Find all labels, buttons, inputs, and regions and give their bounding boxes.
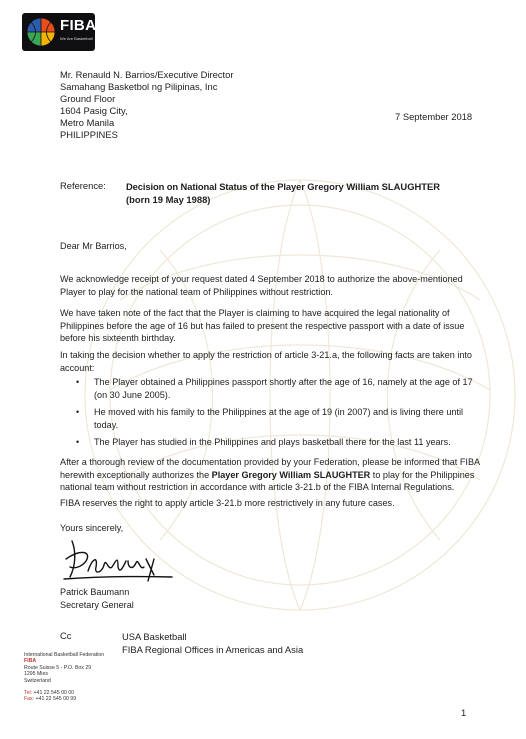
list-item — [76, 436, 480, 449]
address-line: Mr. Renauld N. Barrios/Executive Director — [60, 69, 234, 80]
reference-subject — [126, 180, 440, 206]
cc-item: USA Basketball — [122, 631, 187, 642]
address-line: Samahang Basketbol ng Pilipinas, Inc — [60, 81, 218, 92]
address-line: 1604 Pasig City, — [60, 105, 128, 116]
list-item — [76, 376, 480, 401]
paragraph-1: We acknowledge receipt of your request dated 4 September 2018 to authorize the above-mentioned Player to play for the national team of Philippines without restriction. — [60, 274, 463, 297]
paragraph-4-text-a: After a thorough review of the documentation provided by your Federation, please be informed that FIBA herewith exceptionally authorizes the — [60, 457, 480, 480]
list-item-text: The Player obtained a Philippines passport shortly after the age of 16, namely at the age of 17 (on 30 June 2005). — [94, 377, 473, 400]
footer-address-line: Route Suisse 5 - P.O. Box 29 — [24, 664, 92, 671]
footer — [24, 652, 104, 703]
paragraph-4-text-b: to play for the Philippines national team without restriction in accordance with article 3-21.b of the FIBA Internal Regulations. — [60, 469, 475, 492]
bullet-icon: • — [76, 437, 80, 447]
basketball-icon — [26, 17, 56, 47]
letter-date: 7 September 2018 — [395, 111, 473, 122]
bullet-icon: • — [76, 377, 80, 387]
footer-org-full: International Basketball Federation — [24, 652, 105, 658]
paragraph-5: FIBA reserves the right to apply article 3-21.b more restrictively in any future cases. — [60, 498, 395, 508]
footer-org-short: FIBA — [24, 658, 37, 665]
reference-player-name: Gregory William SLAUGHTER — [307, 181, 441, 192]
paragraph-4 — [60, 456, 480, 494]
cc-label: Cc — [60, 630, 72, 641]
closing: Yours sincerely, — [60, 523, 124, 533]
signatory-block — [60, 586, 480, 612]
reference-birth-line: (born 19 May 1988) — [126, 194, 211, 205]
paragraph-4-player-name: Player Gregory William SLAUGHTER — [211, 469, 371, 480]
signatory-name: Patrick Baumann — [60, 587, 130, 597]
address-line: PHILIPPINES — [60, 129, 118, 140]
footer-address-line: Switzerland — [24, 677, 51, 684]
list-item-text: He moved with his family to the Philippines at the age of 19 (in 2007) and is living there until today. — [94, 407, 464, 430]
signature — [62, 537, 182, 585]
recipient-address — [60, 69, 234, 141]
paragraph-2: We have taken note of the fact that the Player is claiming to have acquired the legal nationality of Philippines before the age of 16 but has failed to present the respective passport with a date of issue before his sixteenth birthday. — [60, 308, 465, 343]
cc-list — [122, 630, 303, 656]
reference-label: Reference: — [60, 180, 106, 191]
fax-number: +41 22 545 00 99 — [35, 696, 77, 703]
reference-line-prefix: Decision on National Status of the Player — [126, 181, 308, 192]
paragraph-3: In taking the decision whether to apply the restriction of article 3-21.a, the following facts are taken into account: — [60, 350, 472, 373]
facts-list — [76, 376, 480, 454]
bullet-icon: • — [76, 407, 80, 417]
salutation: Dear Mr Barrios, — [60, 241, 127, 251]
fiba-logo — [22, 13, 95, 51]
logo-wordmark: FIBA — [60, 17, 97, 34]
fax-label: Fax: — [24, 696, 35, 703]
address-line: Ground Floor — [60, 93, 116, 104]
footer-address-line: 1295 Mies — [24, 671, 48, 678]
logo-tagline: We Are Basketball — [60, 36, 93, 41]
list-item-text: The Player has studied in the Philippines and plays basketball there for the last 11 years. — [94, 437, 451, 447]
tel-label: Tel: — [24, 690, 33, 697]
tel-number: +41 22 545 00 00 — [33, 690, 75, 697]
signatory-title: Secretary General — [60, 600, 134, 610]
address-line: Metro Manila — [60, 117, 115, 128]
list-item — [76, 406, 480, 431]
cc-item: FIBA Regional Offices in Americas and Asia — [122, 644, 304, 655]
page-number: 1 — [461, 707, 467, 718]
